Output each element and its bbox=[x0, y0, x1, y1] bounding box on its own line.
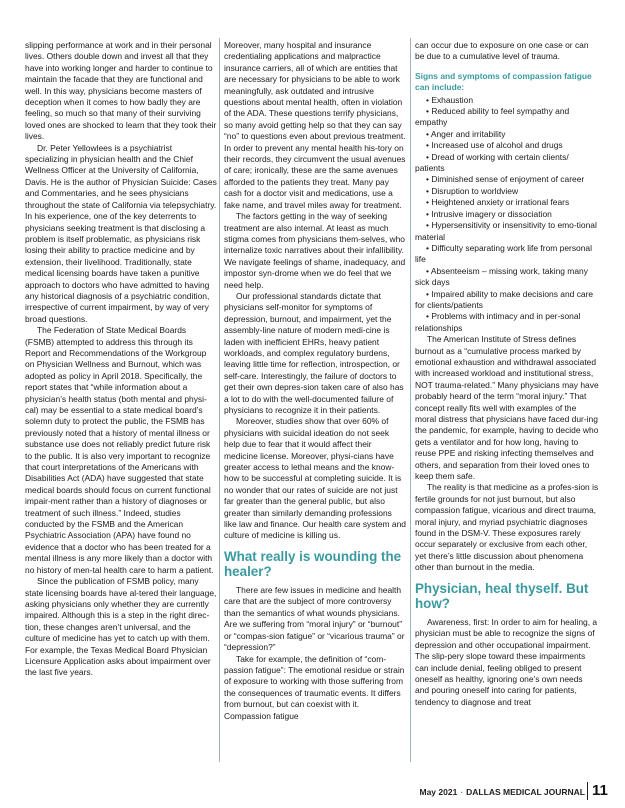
bullet-icon: • bbox=[426, 185, 432, 196]
list-item-text: Difficulty separating work life from personal life bbox=[415, 242, 593, 265]
page-footer bbox=[0, 781, 625, 801]
column-2-text-a bbox=[224, 40, 406, 542]
list-item-text: Reduced ability to feel sympathy and empathy bbox=[415, 106, 570, 128]
list-item bbox=[415, 311, 599, 334]
bullet-icon: • bbox=[426, 220, 432, 231]
list-item bbox=[415, 140, 599, 151]
paragraph: slipping performance at work and in their personal lives. Others double down and invest all that they have into working longer and harder to continue to maintain the facade that they are functional and well. In this way, physicians become masters of deception when it comes to how badly they are feeling, so much so that many of their surviving loved ones are shocked to learn that they took their lives. bbox=[25, 40, 217, 142]
paragraph: Moreover, studies show that over 60% of physicians with suicidal ideation do not seek help due to fear that it would affect their medicine license. Moreover, physi-cians have greater access to lethal means and the know-how to be successful at completing suicide. It is no wonder that our rates of suicide are not just far greater than the general public, but also greater than similarly demanding professions like law and finance. Our health care system and culture of medicine is killing us. bbox=[224, 416, 406, 541]
bullet-icon: • bbox=[426, 94, 432, 105]
list-item bbox=[415, 197, 599, 208]
list-item-text: Heightened anxiety or irrational fears bbox=[431, 197, 570, 208]
footer-text bbox=[420, 787, 586, 797]
paragraph: There are few issues in medicine and health care that are the subject of more controversy than the semantics of what wounds physicians. Are we suffering from “moral injury” or “burnout” or “compas-sion fatigue” or “vicarious trauma” or “depression?” bbox=[224, 585, 405, 653]
list-item-text: Impaired ability to make decisions and care for clients/patients bbox=[415, 288, 594, 310]
signs-list-title: Signs and symptoms of compassion fatigue can include: bbox=[415, 70, 592, 93]
list-item bbox=[415, 174, 599, 185]
list-item-text: Diminished sense of enjoyment of career bbox=[431, 174, 585, 185]
journal-name: DALLAS MEDICAL JOURNAL bbox=[466, 787, 585, 797]
list-item bbox=[415, 186, 599, 197]
footer-separator: · bbox=[460, 787, 464, 797]
bullet-icon: • bbox=[426, 265, 431, 276]
paragraph: Since the publication of FSMB policy, many state licensing boards have al-tered their language, asking physicians only whether they are currently impaired. Although this is a step in the right direc-tion, these changes aren’t universal, and the culture of medicine has yet to catch up with them. For example, the Texas Medical Board Physician Licensure Application asks about impairment over the last five years. bbox=[25, 576, 217, 678]
issue-date: May 2021 bbox=[419, 787, 458, 797]
column-divider bbox=[410, 38, 411, 762]
paragraph: Our professional standards dictate that physicians self-monitor for symptoms of depression, burnout, and impairment, yet the assembly-line nature of modern medi-cine is laden with inefficient EHRs, heavy patient workloads, and complex regulatory burdens, leaving little time for reflection, introspection, or self-care. Interestingly, the failure of doctors to get their own depres-sion taken care of also has a lot to do with the well-documented failure of physicians to recognize it in their patients. bbox=[224, 290, 404, 415]
column-2-text-b bbox=[224, 585, 406, 722]
list-item bbox=[415, 289, 599, 312]
bullet-icon: • bbox=[426, 106, 432, 117]
paragraph: The American Institute of Stress defines burnout as a “cumulative process marked by emotional exhaustion and withdrawal associated with increased workload and institutional stress, NOT trauma-related.” Many physicians may have probably heard of the term “moral injury.” That concept really fits well with examples of the moral distress that physicians have faced dur-ing the pandemic, for example, having to decide who gets a ventilator and for how long, having to reuse PPE and risking infecting themselves and others, and separation from their loved ones to keep them safe. bbox=[415, 334, 599, 482]
column-3-text-a bbox=[415, 40, 599, 63]
column-3-text-b bbox=[415, 334, 599, 574]
column-divider bbox=[219, 38, 220, 762]
bullet-icon: • bbox=[426, 208, 432, 219]
paragraph: Moreover, many hospital and insurance credentialing applications and malpractice insurance carriers, all of which are entities that are necessary for physicians to be able to work meaningfully, ask outdated and intrusive questions about mental health, often in violation of the ADA. These questions terrify physicians, so many avoid getting help so that they can say “no” to questions even about previous treatment. In order to prevent any mental health his-tory on their records, they circumvent the usual avenues of care; ironically, these are the same avenues afforded to the patients they treat. Many pay cash for a doctor visit and medications, use a fake name, and travel miles away for treatment. bbox=[224, 40, 406, 210]
paragraph: can occur due to exposure on one case or can be due to a cumulative level of trauma. bbox=[415, 40, 589, 62]
section-heading-wounding-healer: What really is wounding the healer? bbox=[224, 548, 402, 580]
signs-list bbox=[415, 95, 599, 335]
list-item-text: Disruption to worldview bbox=[431, 185, 519, 196]
bullet-icon: • bbox=[426, 311, 432, 322]
list-item-text: Hypersensitivity or insensitivity to emo-tional material bbox=[415, 220, 597, 242]
list-item bbox=[415, 266, 599, 289]
list-item-text: Anger and irritability bbox=[430, 128, 506, 139]
list-item bbox=[415, 152, 599, 175]
bullet-icon: • bbox=[426, 140, 432, 151]
list-item-text: Dread of working with certain clients/ patients bbox=[415, 151, 569, 174]
footer-divider bbox=[587, 782, 588, 800]
bullet-icon: • bbox=[426, 174, 432, 185]
article-column-3 bbox=[415, 40, 599, 708]
article-column-1 bbox=[25, 40, 217, 679]
bullet-icon: • bbox=[426, 151, 432, 162]
bullet-icon: • bbox=[426, 128, 431, 139]
list-item bbox=[415, 106, 599, 129]
list-item-text: Intrusive imagery or dissociation bbox=[431, 208, 552, 219]
paragraph: Dr. Peter Yellowlees is a psychiatrist specializing in physician health and the Chief Wellness Officer at the University of California, Davis. He is the author of Physician Suicide: Cases and Commentaries, and he sees physicians throughout the state of California via telepsychiatry. In his experience, one of the key deterrents to physicians seeking treatment is that disclosing a problem is itself problematic, as physicians risk losing their ability to practice medicine and by extension, their livelihood. Traditionally, state medical licensing boards have taken a punitive approach to doctors who have admitted to having any historical diagnosis of a psychiatric condition, irrespective of current impairment, by way of very broad questions. bbox=[25, 142, 217, 324]
list-item-text: Problems with intimacy and in per-sonal relationships bbox=[415, 311, 581, 333]
article-column-2 bbox=[224, 40, 406, 722]
paragraph: The reality is that medicine as a profes-sion is fertile grounds for not just burnout, but also compassion fatigue, vicarious and direct trauma, moral injury, and myriad psychiatric diagnoses found in the DSM-V. These exposures rarely occur separately or exclusive from each other, yet there’s little discussion about phenomena other than burnout in the media. bbox=[415, 482, 599, 573]
list-item bbox=[415, 209, 599, 220]
list-item bbox=[415, 95, 599, 106]
section-heading-heal-thyself: Physician, heal thyself. But how? bbox=[415, 580, 589, 612]
bullet-icon: • bbox=[426, 197, 432, 208]
list-item bbox=[415, 220, 599, 243]
paragraph: Take for example, the definition of “com-passion fatigue”: The emotional residue or strain of exposure to working with those suffering from the consequences of traumatic events. It differs from burnout, but can coexist with it. Compassion fatigue bbox=[224, 653, 405, 721]
list-item-text: Increased use of alcohol and drugs bbox=[431, 140, 563, 151]
bullet-icon: • bbox=[426, 288, 432, 299]
paragraph: Awareness, first: In order to aim for healing, a physician must be able to recognize the signs of depression and other occupational impairment. The slip-pery slope toward these impairments can include denial, feeling obliged to present oneself as healthy, ignoring one’s own needs and pouring oneself into caring for patients, tendency to diagnose and treat bbox=[415, 616, 598, 707]
list-item-text: Absenteeism – missing work, taking many sick days bbox=[415, 265, 588, 288]
column-3-text-c bbox=[415, 617, 599, 708]
page-number: 11 bbox=[592, 782, 608, 799]
list-item bbox=[415, 243, 599, 266]
list-item bbox=[415, 129, 599, 140]
paragraph: The factors getting in the way of seeking treatment are also internal. At least as much stigma comes from physicians them-selves, who internalize toxic narratives about their infallibility. We navigate feelings of shame, inadequacy, and impostor syn-drome when we do feel that we need help. bbox=[224, 211, 406, 290]
list-item-text: Exhaustion bbox=[431, 94, 474, 105]
bullet-icon: • bbox=[426, 242, 432, 253]
paragraph: The Federation of State Medical Boards (FSMB) attempted to address this through its Report and Recommendations of the Workgroup on Physician Wellness and Burnout, which was adopted as policy in April 2018. Specifically, the report states that “while information about a physician’s health status (both mental and physi-cal) may be essential to a state medical board’s solemn duty to protect the public, the FSMB has previously noted that a history of mental illness or substance use does not reliably predict future risk to the public. It is also very important to recognize that court interpretations of the Americans with Disabilities Act (ADA) have suggested that state medical boards should focus on current functional impair-ment rather than a history of diagnoses or treatment of such illness.” Indeed, studies conducted by the FSMB and the American Psychiatric Association (APA) have found no evidence that a doctor who has been treated for a mental illness is any more likely than a doctor with no history of men-tal health care to harm a patient. bbox=[25, 325, 214, 575]
